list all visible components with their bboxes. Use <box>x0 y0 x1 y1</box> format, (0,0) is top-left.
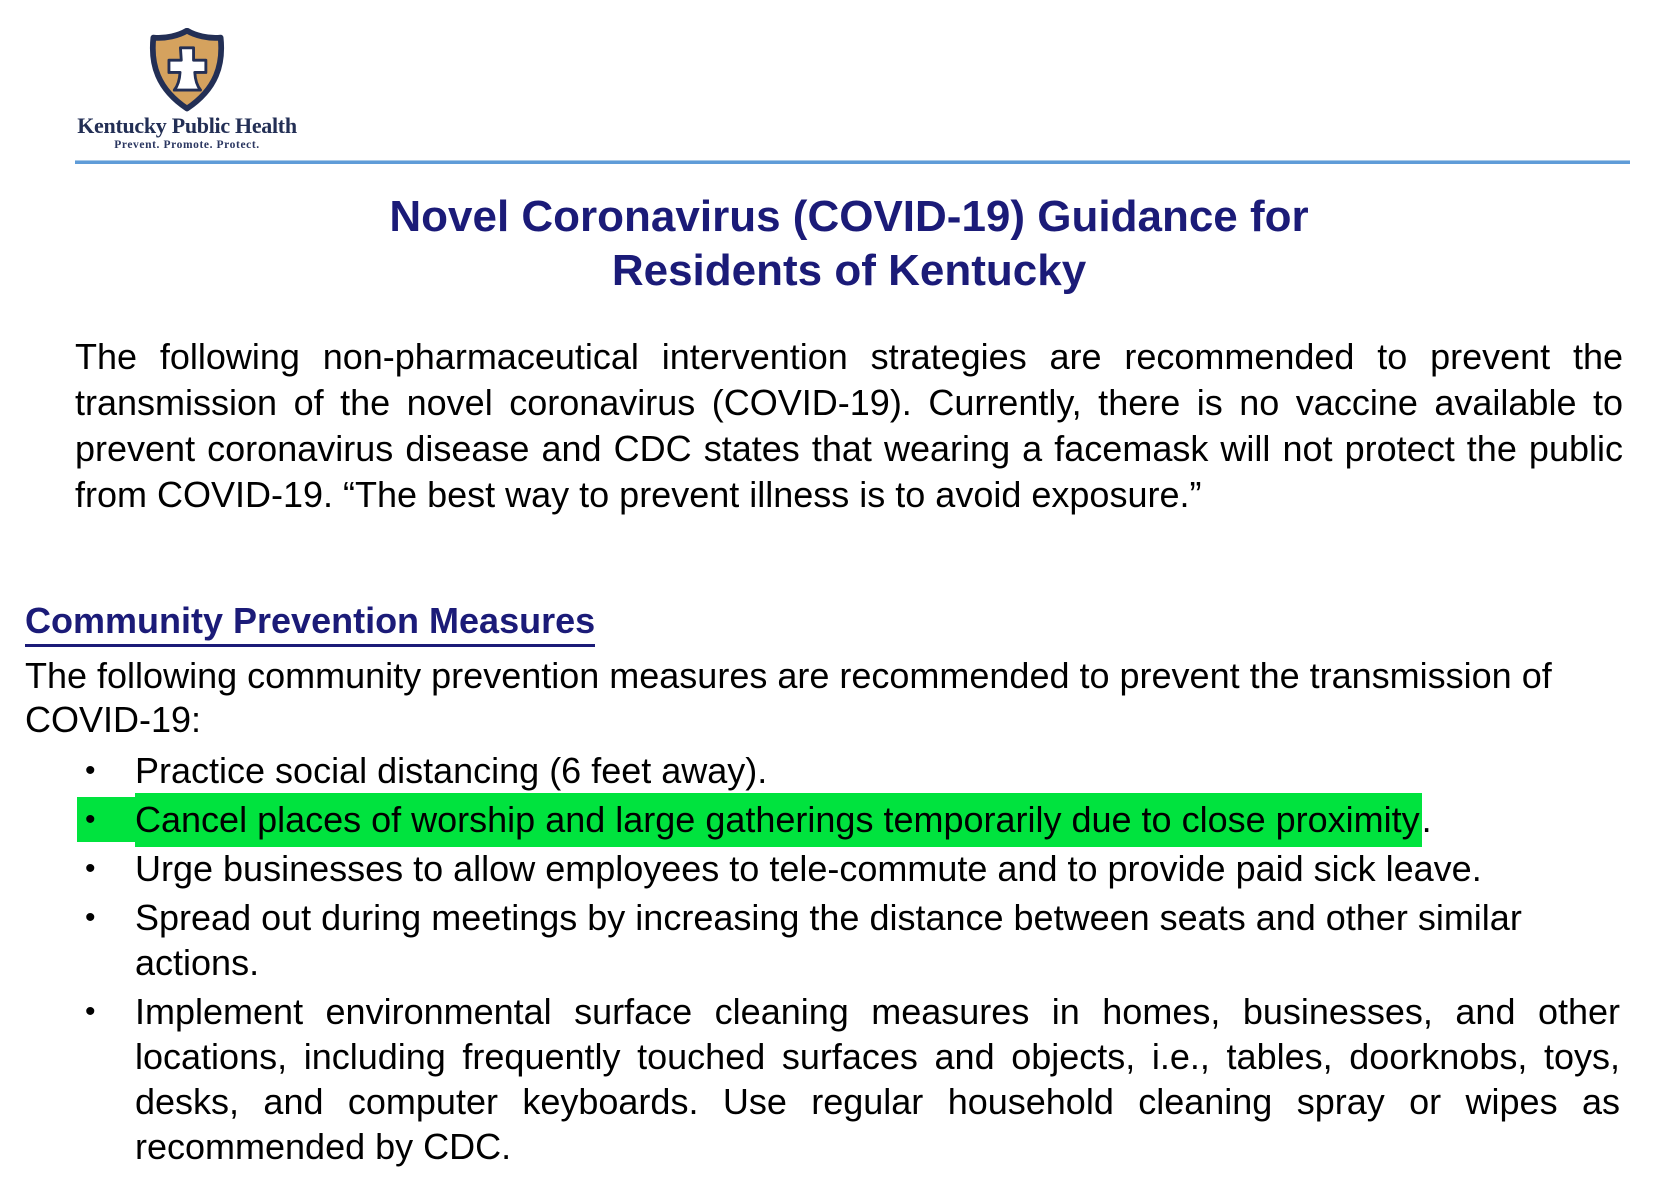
bullet-item-spread-out-meetings <box>25 895 1620 985</box>
bullet-marker-icon: • <box>77 797 135 842</box>
header-divider <box>75 160 1630 164</box>
bullet-text: Spread out during meetings by increasing the distance between seats and other similar actions. <box>135 897 1522 983</box>
bullet-item-social-distancing <box>25 748 1620 793</box>
section-lead: The following community prevention measures are recommended to prevent the transmission of COVID-19: <box>25 655 1552 740</box>
bullet-marker-icon: • <box>85 901 96 934</box>
shield-cross-icon <box>146 28 228 112</box>
bullet-item-surface-cleaning <box>25 989 1620 1169</box>
bullet-marker-icon: • <box>85 852 96 885</box>
org-name: Kentucky Public Health <box>77 113 297 138</box>
page-title-line2: Residents of Kentucky <box>611 246 1087 295</box>
kentucky-public-health-logo <box>75 28 299 152</box>
intro-paragraph: The following non-pharmaceutical intervention strategies are recommended to prevent the transmission of the novel coronavirus (COVID-19). Currently, there is no vaccine available to prevent coronavirus disease and CDC states that wearing a facemask will not protect the public from COVID-19. “The best way to prevent illness is to avoid exposure.” <box>75 336 1623 515</box>
bullet-item-tele-commute <box>25 846 1620 891</box>
bullet-item-cancel-gatherings-highlighted <box>25 797 1620 842</box>
page-title-line1: Novel Coronavirus (COVID-19) Guidance for <box>389 192 1309 241</box>
bullet-text: Urge businesses to allow employees to tele-commute and to provide paid sick leave. <box>135 848 1482 889</box>
highlighted-text: Cancel places of worship and large gatherings temporarily due to close proximity <box>135 793 1422 847</box>
bullet-marker-icon: • <box>85 995 96 1028</box>
bullet-text: Implement environmental surface cleaning measures in homes, businesses, and other locations, including frequently touched surfaces and objects, i.e., tables, doorknobs, toys, desks, and computer keyboards. Use regular household cleaning spray or wipes as recommended by CDC. <box>135 991 1620 1167</box>
bullet-list <box>25 748 1620 1173</box>
bullet-text: Practice social distancing (6 feet away). <box>135 750 768 791</box>
page-title <box>75 190 1623 298</box>
logo-tagline: Prevent. Promote. Protect. <box>114 139 260 151</box>
bullet-text <box>135 797 1620 842</box>
section-heading: Community Prevention Measures <box>25 599 595 647</box>
bullet-marker-icon: • <box>85 754 96 787</box>
highlight-suffix: . <box>1421 799 1432 840</box>
